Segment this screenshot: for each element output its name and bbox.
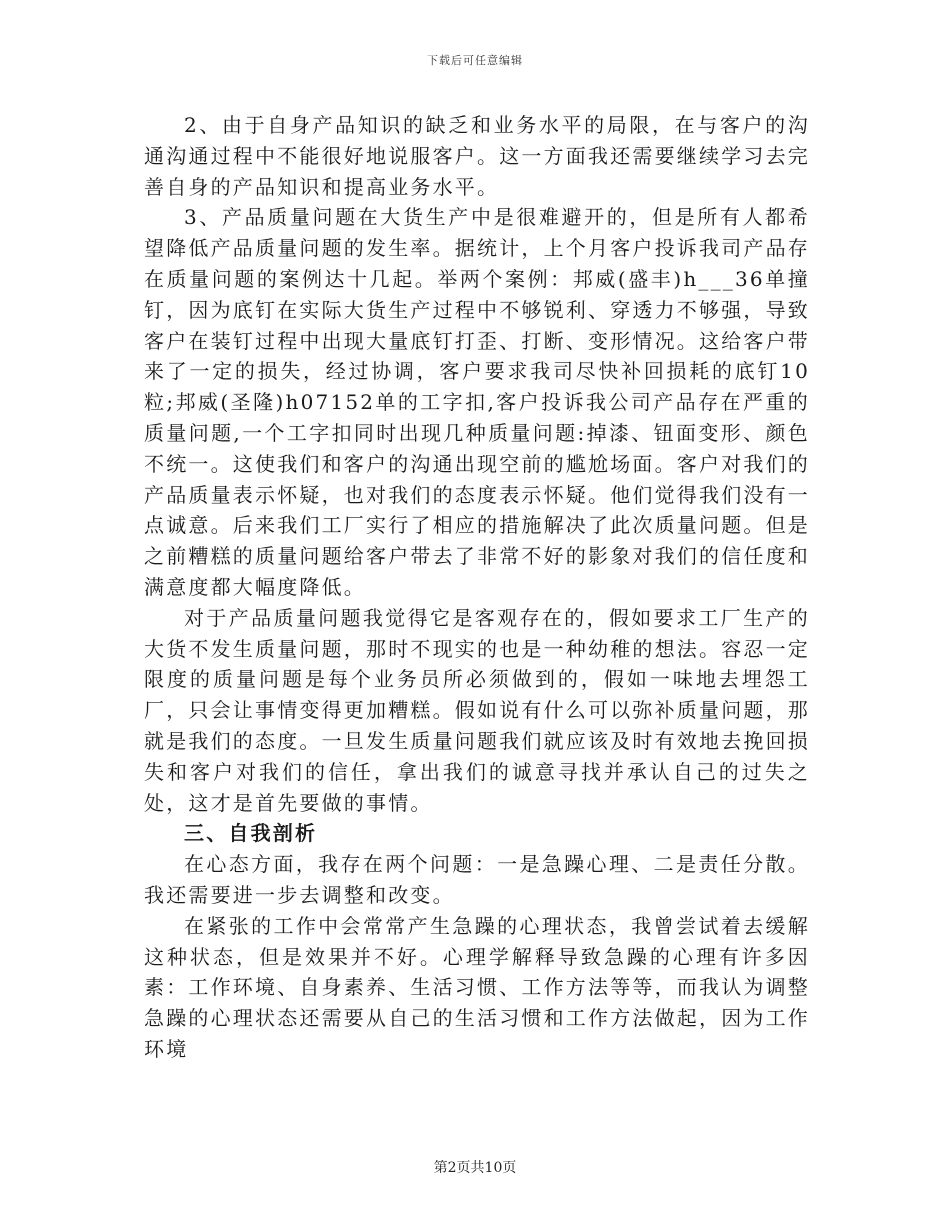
paragraph-quality-issues: 3、产品质量问题在大货生产中是很难避开的，但是所有人都希望降低产品质量问题的发生率。据统计，上个月客户投诉我司产品存在质量问题的案例达十几起。举两个案例：邦威(盛丰)h___36单撞钉，因为底钉在实际大货生产过程中不够锐利、穿透力不够强，导致客户在装钉过程中出现大量底钉打歪、打断、变形情况。这给客户带来了一定的损失，经过协调，客户要求我司尽快补回损耗的底钉10粒;邦威(圣隆)h07152单的工字扣,客户投诉我公司产品存在严重的质量问题,一个工字扣同时出现几种质量问题:掉漆、钮面变形、颜色不统一。这使我们和客户的沟通出现空前的尴尬场面。客户对我们的产品质量表示怀疑，也对我们的态度表示怀疑。他们觉得我们没有一点诚意。后来我们工厂实行了相应的措施解决了此次质量问题。但是之前糟糕的质量问题给客户带去了非常不好的影象对我们的信任度和满意度都大幅度降低。 — [144, 205, 810, 599]
paragraph-impatience: 在紧张的工作中会常常产生急躁的心理状态，我曾尝试着去缓解这种状态，但是效果并不好。心理学解释导致急躁的心理有许多因素：工作环境、自身素养、生活习惯、工作方法等等，而我认为调整急躁的心理状态还需要从自己的生活习惯和工作方法做起，因为工作环境 — [144, 913, 810, 1061]
page-header: 下载后可任意编辑 — [427, 54, 523, 67]
paragraph-quality-attitude: 对于产品质量问题我觉得它是客观存在的，假如要求工厂生产的大货不发生质量问题，那时不现实的也是一种幼稚的想法。容忍一定限度的质量问题是每个业务员所必须做到的，假如一味地去埋怨工厂，只会让事情变得更加糟糕。假如说有什么可以弥补质量问题，那就是我们的态度。一旦发生质量问题我们就应该及时有效地去挽回损失和客户对我们的信任，拿出我们的诚意寻找并承认自己的过失之处，这才是首先要做的事情。 — [144, 605, 810, 815]
paragraph-mindset: 在心态方面，我存在两个问题：一是急躁心理、二是责任分散。我还需要进一步去调整和改变。 — [144, 852, 810, 907]
page-number: 第2页共10页 — [433, 1160, 517, 1176]
section-heading-self-analysis: 三、自我剖析 — [184, 821, 318, 846]
paragraph-product-knowledge: 2、由于自身产品知识的缺乏和业务水平的局限，在与客户的沟通沟通过程中不能很好地说服客户。这一方面我还需要继续学习去完善自身的产品知识和提高业务水平。 — [144, 113, 810, 199]
document-body — [144, 110, 810, 1065]
